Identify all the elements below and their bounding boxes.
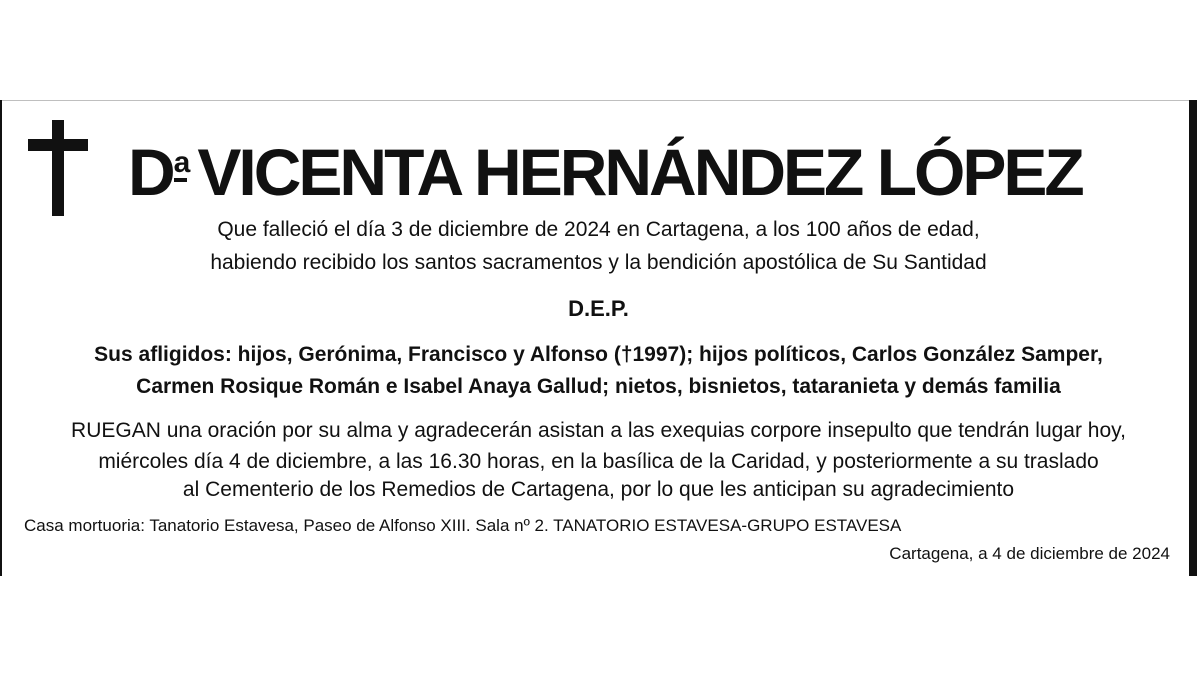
dep-heading: D.E.P. [568,296,629,321]
date-place: Cartagena, a 4 de diciembre de 2024 [889,544,1170,563]
name-prefix-a: a [174,148,188,182]
name-prefix-d: D [128,135,173,209]
request-line-3: al Cementerio de los Remedios de Cartagena, por lo que les anticipan su agradecimiento [182,478,1015,501]
cross-vertical-bar [52,120,64,216]
request-line-1: RUEGAN una oración por su alma y agradecerán asistan a las exequias corpore insepulto que tendrán lugar hoy, [71,419,1126,442]
cross-icon [28,120,88,216]
funeral-home-info: Casa mortuoria: Tanatorio Estavesa, Paseo de Alfonso XIII. Sala nº 2. TANATORIO ESTAVESA-GRUPO ESTAVESA [24,516,902,535]
deceased-name [128,134,1158,210]
request-line-2: miércoles día 4 de diciembre, a las 16.30 horas, en la basílica de la Caridad, y posteriormente a su traslado [98,450,1099,473]
death-notice-line-1: Que falleció el día 3 de diciembre de 2024 en Cartagena, a los 100 años de edad, [217,218,980,241]
death-notice-line-2: habiendo recibido los santos sacramentos y la bendición apostólica de Su Santidad [210,251,987,274]
cross-horizontal-bar [28,139,88,151]
family-line-2: Carmen Rosique Román e Isabel Anaya Gallud; nietos, bisnietos, tataranieta y demás familia [136,375,1061,398]
family-line-1: Sus afligidos: hijos, Gerónima, Francisco y Alfonso (†1997); hijos políticos, Carlos González Samper, [94,343,1103,366]
name-text: VICENTA HERNÁNDEZ LÓPEZ [197,135,1082,209]
